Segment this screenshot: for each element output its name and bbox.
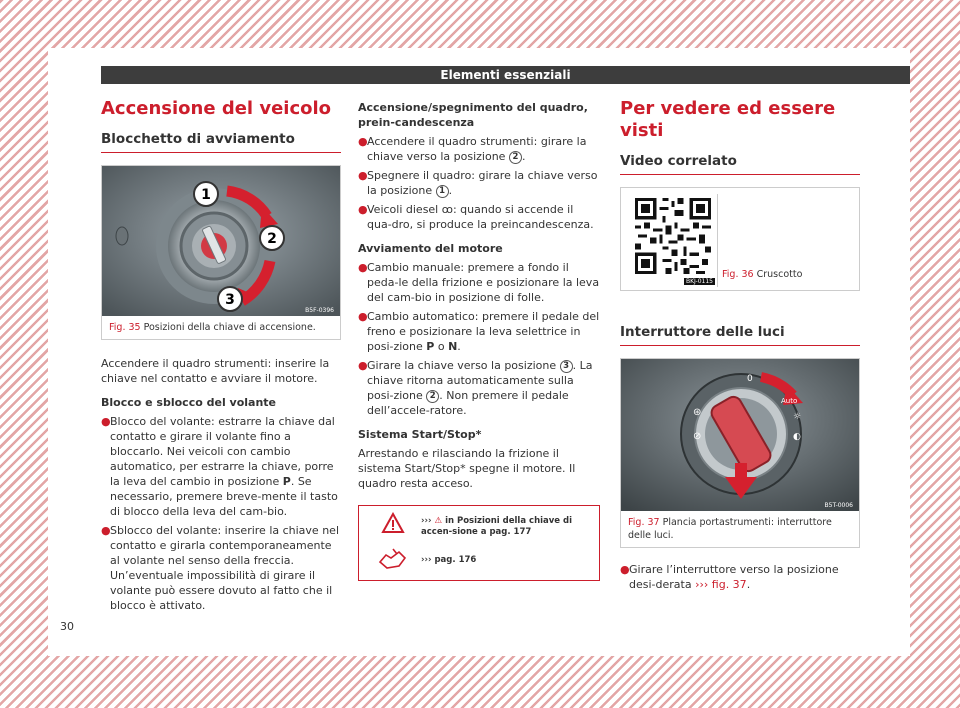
position-2-badge: 2: [426, 390, 439, 403]
figure-code: B5T-0006: [824, 502, 853, 509]
figure-code: BKJ-0115: [685, 278, 713, 285]
figure-caption-text: Posizioni della chiave di accensione.: [143, 322, 316, 333]
bullet-ignition-off: ● Spegnere il quadro: girare la chiave verso la posizione 1 .: [358, 169, 598, 197]
marker-3: 3: [225, 292, 235, 308]
warning-triangle-icon: [381, 512, 405, 534]
column-right: [620, 96, 860, 592]
bullet-ignition-on: ● Accendere il quadro strumenti: girare la chiave verso la posizione 2 .: [358, 135, 587, 163]
bullet-light-switch: ● Girare l’interruttore verso la posizione desi-derata ››› fig. 37.: [620, 563, 839, 591]
dial-label-off: 0: [747, 374, 753, 384]
light-switch-illustration: [621, 359, 859, 511]
side-light-icon: ☼: [793, 412, 802, 422]
position-1-badge: 1: [436, 185, 449, 198]
bullet-icon: ●: [101, 415, 111, 428]
intro-paragraph: Accendere il quadro strumenti: inserire la chiave nel contatto e avviare il motore.: [101, 357, 330, 385]
subheading-engine-start: Avviamento del motore: [358, 242, 503, 255]
figure-caption: [102, 316, 340, 339]
ignition-key-illustration: [102, 166, 340, 316]
running-header: Elementi essenziali: [101, 66, 910, 84]
subheading-ignition: Accensione/spegnimento del quadro, prein-candescenza: [358, 101, 588, 129]
warning-inline-icon: ⚠: [434, 516, 443, 526]
glow-plug-icon: ꝏ: [441, 203, 453, 216]
figure-36: [620, 187, 860, 291]
marker-2: 2: [267, 231, 277, 247]
subsection-title: Blocchetto di avviamento: [101, 130, 341, 153]
figure-caption: Fig. 36 Cruscotto: [722, 269, 803, 280]
column-middle: [358, 96, 600, 581]
fig-37-link[interactable]: fig. 37: [708, 578, 747, 591]
section-title: Per vedere ed essere visti: [620, 98, 836, 141]
qr-code-icon: [635, 198, 711, 274]
position-2-badge: 2: [509, 151, 522, 164]
hand-note-icon: [377, 546, 409, 572]
warning-reference: ››› ⚠ in Posizioni della chiave di accen-sione a pag. 177: [421, 516, 573, 537]
headlight-icon: ◐: [793, 432, 801, 442]
figure-number: Fig. 35: [109, 322, 141, 333]
subheading-steering-lock: Blocco e sblocco del volante: [101, 396, 277, 409]
bullet-icon: ●: [101, 524, 111, 537]
subsection-title-video: Video correlato: [620, 152, 860, 175]
figure-caption: Fig. 37 Plancia portastrumenti: interruttore delle luci.: [628, 517, 832, 541]
figure-number: Fig. 37: [628, 517, 660, 528]
note-reference: ››› pag. 176: [421, 555, 477, 565]
subsection-title-lights: Interruttore delle luci: [620, 323, 860, 346]
fog-light-icon: ⊛: [693, 407, 702, 418]
figure-number: Fig. 36: [722, 269, 754, 280]
page: [48, 48, 910, 656]
position-3-badge: 3: [560, 360, 573, 373]
start-stop-paragraph: Arrestando e rilasciando la frizione il sistema Start/Stop* spegne il motore. Il quadro resta acceso.: [358, 447, 576, 490]
page-number: 30: [60, 620, 74, 633]
bullet-diesel: ● Veicoli diesel ꝏ: quando si accende il qua-dro, si produce la preincandescenza.: [358, 203, 594, 231]
figure-code: B5F-0396: [305, 307, 334, 314]
figure-37: [620, 358, 860, 548]
bullet-lock: ● Blocco del volante: estrarre la chiave dal contatto e girare il volante fino a bloccarlo. Nei veicoli con cambio automatico, per estrarre la chiave, porre la leva del cambio in posizione P. Se necessario, premere breve-mente il tasto di blocco della leva del cam-bio.: [101, 415, 338, 518]
subheading-start-stop: Sistema Start/Stop*: [358, 428, 482, 441]
dial-label-auto: Auto: [781, 397, 798, 405]
bullet-automatic: ● Cambio automatico: premere il pedale del freno e posizionare la leva selettrice in posi-zione P o N.: [358, 310, 600, 353]
figure-35: [101, 165, 341, 340]
marker-1: 1: [201, 187, 211, 203]
reference-box: [358, 505, 600, 581]
bullet-turn-key: ● Girare la chiave verso la posizione 3 . La chiave ritorna automaticamente sulla posi-zione 2 . Non premere il pedale dell’accele-ratore.: [358, 359, 593, 417]
section-title: Accensione del veicolo: [101, 98, 332, 119]
bullet-manual: ● Cambio manuale: premere a fondo il peda-le della frizione e posizionare la leva del cam-bio in posizione di folle.: [358, 261, 600, 304]
rear-fog-light-icon: ⊘: [693, 431, 702, 442]
bullet-unlock: ● Sblocco del volante: inserire la chiave nel contatto e girarla contemporaneamente al volante nel senso della freccia. Un’eventuale impossibilità di girare il volante può essere dovuto al fatto che il blocco è attivato.: [101, 524, 339, 612]
column-left: [101, 96, 341, 613]
